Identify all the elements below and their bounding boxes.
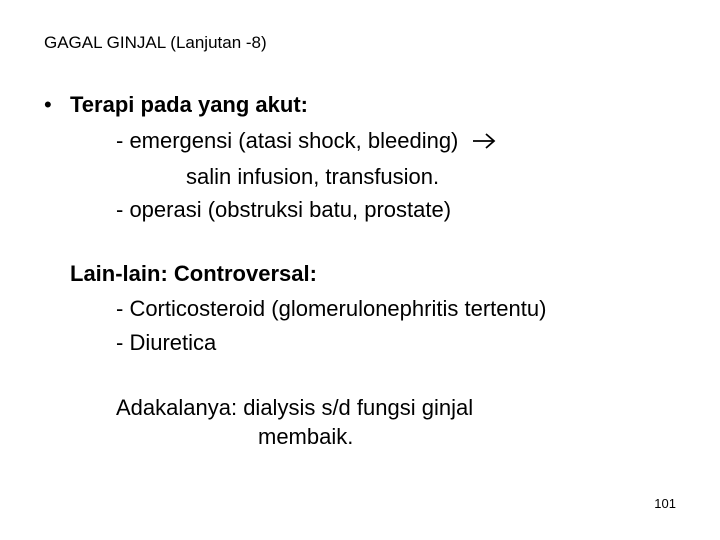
- therapy-line-emergency-text: - emergensi (atasi shock, bleeding): [116, 128, 459, 153]
- dialysis-line-continued: membaik.: [258, 424, 354, 449]
- other-line-diuretica: - Diuretica: [116, 330, 217, 355]
- page-number: 101: [654, 496, 676, 511]
- right-arrow-icon: [471, 132, 497, 150]
- therapy-line-surgery: - operasi (obstruksi batu, prostate): [116, 197, 452, 222]
- bullet-marker: •: [44, 92, 52, 117]
- therapy-heading: Terapi pada yang akut:: [70, 92, 308, 117]
- therapy-line-infusion: salin infusion, transfusion.: [186, 164, 440, 189]
- other-heading: Lain-lain: Controversal:: [70, 261, 317, 286]
- other-line-corticosteroid: - Corticosteroid (glomerulonephritis tertentu): [116, 296, 547, 321]
- therapy-line-emergency: [116, 130, 497, 152]
- slide-title: GAGAL GINJAL (Lanjutan -8): [44, 33, 267, 52]
- dialysis-line: Adakalanya: dialysis s/d fungsi ginjal: [116, 395, 474, 420]
